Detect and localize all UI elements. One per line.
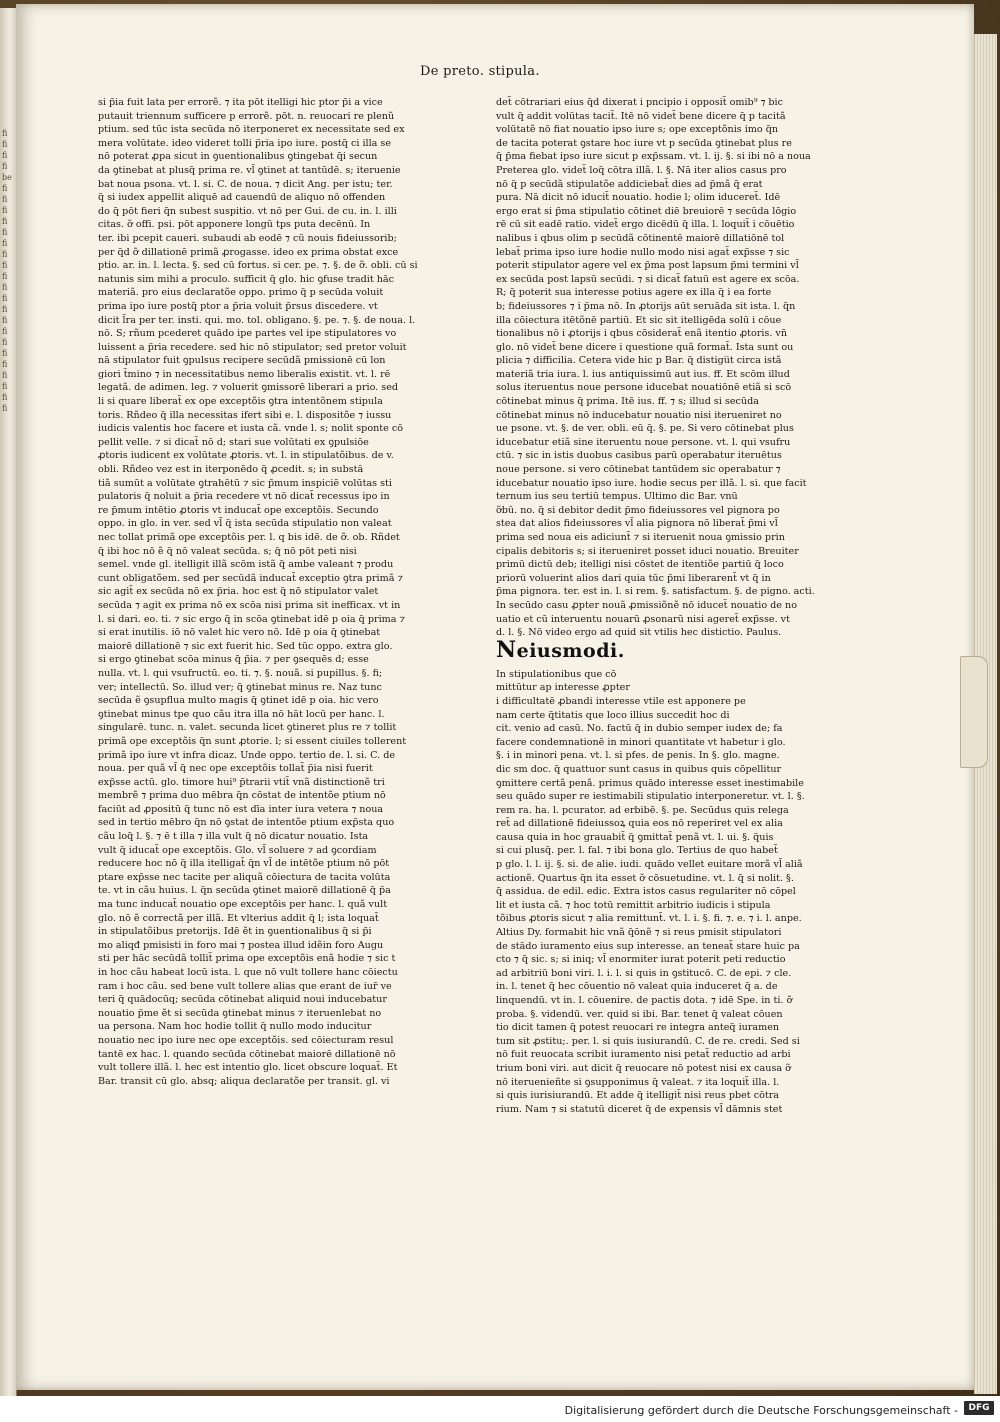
text-line: tõibus ꝓtoris sicut ⁊ alia remittunt̃. vt. l. i. §. fi. ⁊. e. ⁊ i. l. anpe. [496,913,802,925]
text-line: si cui plusq̃. per. l. fal. ⁊ ibi bona glo. Tertius de quo habet̃ [496,845,778,857]
text-line: iducebatur nouatio ipso iure. hodie secus per illã. l. si. que facit [496,477,807,489]
text-line: vult q̃ addit volūtas tacit̃. Itē nō videt̃ bene dicere q̃ p tacitã [496,110,786,122]
text-line: primã ipo iure vt infra dicaz. Unde oppo. tertio de. l. si. C. de [98,749,396,761]
text-line: q̃ assidua. de edil. edic. Extra istos casus regulariter nō cōpel [496,886,796,898]
text-line: sic agit̃ ex secūda nō ex p̃ria. hoc est q̃ nō stipulator valet [98,586,379,598]
digitization-footer [0,1396,1000,1422]
text-line: ret̃ ad dillationē fideiussoꝝ quia eos nō reperiret vel ex alia [496,818,783,830]
text-line: ptare exp̃sse nec tacite per aliquã cōiectura de tacita volūta [98,871,391,883]
text-line: actionẽ. Quartus q̃n ita esset ỡ cōsuetudine. vt. l. q̃ si nolit. §. [496,872,794,884]
text-line: seu quādo super re iestimabili stipulatio interponeretur. vt. l. §. [496,791,805,803]
text-line: illa cōiectura itētõnē partiū. Et sic sit itelligēda solū i cōue [496,314,782,326]
text-line: l. si dari. eo. ti. ⁊ sic ergo q̃ in scōa ꝯtinebat idē p oia q̃ prima ⁊ [98,613,406,625]
text-line: priorū voluerint alios dari quia tūc p̃mi liberarent̃ vt q̃ in [496,572,771,584]
left-text-column [98,96,418,1088]
text-line: toris. Rñdeo q̃ illa necessitas ifert sibi e. l. dispositõe ⁊ iussu [98,409,392,421]
text-line: ꝯmittere certã penã. primus quādo interesse esset inestimabile [496,777,804,789]
text-line: mera volūtate. ideo videret tolli p̃ria ipo iure. postq̃ ci illa se [98,137,392,149]
text-line: poterit stipulator agere vel ex p̃ma post lapsum p̃mi termini vl̃ [496,260,799,272]
text-line: d. l. §. Nō video ergo ad quid sit vtilis hec distictio. Paulus. [496,627,782,639]
text-line: materiã tria iura. l. ius antiquissimū aut ius. ff. Et scōm illud [496,368,790,380]
text-line: ter. ibi pcepit caueri. subaudi ab eodē ⁊ cū nouis fideiussorib; [98,232,397,244]
text-line: ex secūda post lapsū secūdi. ⁊ si dicat̃ fatuū est agere ex scōa. [496,273,800,285]
text-line: iudicis valentis hoc facere et iusta cã. vnde l. s; nolit sponte cō [98,423,403,435]
text-line: cōtinebat minus q̃ prima. Itē ius. ff. ⁊ s; illud si secūda [496,396,759,408]
text-line: giori t̃mino ⁊ in necessitatibus nemo liberalis existit. vt. l. rē [98,368,391,380]
text-line: tionalibus nō i ꝓtorijs i qbus cōsiderat̃ enã itentio ꝓtoris. vn̄ [496,328,788,340]
text-line: §. i in minori pena. vt. l. si pfes. de penis. In §. glo. magne. [496,750,780,762]
text-line: tiã sumūt a volūtate ꝯtrahētū ⁊ sic p̃mum inspiciē volūtas sti [98,477,392,489]
text-line: ptio. ar. in. l. lecta. §. sed cū fortus. si cer. pe. ⁊. §. de ỡ. obli. cū si [98,260,418,272]
text-line: sti per hāc secūdã tollit̃ prima ope exceptõis enã hodie ⁊ sic t [98,953,396,965]
text-line: nā stipulator fuit ꝯpulsus recipere secūdã pmissionē cū lon [98,355,386,367]
text-line: mo aliqđ pmisisti in foro mai ⁊ postea illud idẽin foro Augu [98,939,384,951]
text-line: maiorē dillationē ⁊ sic ext fuerit hic. Sed tūc oppo. extra glo. [98,640,393,652]
text-line: pulatoris q̃ noluit a p̃ria recedere vt nō dicat̃ recessus ipo in [98,491,390,503]
text-line: ram i hoc cãu. sed bene vult tollere alias que erant de iur̃ ve [98,980,392,992]
text-line: cit. venio ad casū. No. factū q̃ in dubio semper iudex de; fa [496,723,783,735]
page-clip [960,656,988,768]
text-line: nouatio nec ipo iure nec ope exceptõis. sed cōiecturam resul [98,1034,394,1046]
text-line: trium boni viri. aut dicit q̃ reuocare nō potest nisi ex causa ỡ [496,1062,791,1074]
text-line: materiã. pro eius declaratõe oppo. primo q̃ p secūda voluit [98,287,384,299]
text-line: cipalis debitoris s; si iterueniret posset iduci nouatio. Breuiter [496,545,799,557]
text-line: re p̃mum intētio ꝓtoris vt inducat̃ ope exceptõis. Secundo [98,504,379,516]
text-line: ma tunc inducat̃ nouatio ope exceptõis per hanc. l. quã vult [98,899,388,911]
text-line: nec tollat primã ope exceptõis per. l. q bis idē. de ỡ. ob. Rñdet [98,532,400,543]
text-line: nulla. vt. l. qui vsufructū. eo. ti. ⁊. §. nouã. si pupillus. §. fi; [98,667,383,679]
text-line: primū dictū deb; itelligi nisi cōstet de itentiõe partiū q̃ loco [496,559,784,571]
text-line: causa quia in hoc grauabit̃ q̃ ꝯmittat̃ penã vt. l. ui. §. q̃uis [496,831,774,843]
text-line: proba. §. videndū. ver. quid si ibi. Bar. tenet q̃ valeat cōuen [496,1008,783,1020]
text-line: nō iteruenieñte si ꝯsupponimus q̃ valeat. ⁊ ita loquit̃ illa. l. [496,1076,780,1088]
text-line: cōtinebat minus nō inducebatur nouatio nisi iterueniret no [496,409,782,421]
text-line: si quis iurisiurandū. Et adde q̃ itelligit̃ nisi reus pbet cōtra [496,1090,780,1102]
text-line: rem ra. ha. l. pcurator. ad erbibē. §. pe. Secūdus quis relega [496,804,789,816]
text-line: sed in tertio mēbro q̃n nō ꝯstat de intentõe ptium exp̃sta quo [98,817,395,829]
text-line: prima sed noua eis adiciunt̃ ⁊ si iteruenit noua ꝯmissio prin [496,532,785,543]
text-line: dic sm doc. q̃ quattuor sunt casus in quibus quis cōpellitur [496,763,782,775]
text-line: faciūt ad ꝓpositū q̃ tunc nō est dīa inter iura vetera ⁊ noua [98,803,384,815]
text-line: teri q̃ quādocūq; secūda cōtinebat aliquid noui inducebatur [98,994,387,1006]
text-line: ꝯtinebat minus tpe quo cãu itra illa nō hāt locū per hanc. l. [98,708,385,720]
text-line: ctū. ⁊ sic in istis duobus casibus parū operabatur iteruētus [496,450,782,462]
text-line: obli. Rñdeo vez est in iterponēdo q̃ ꝓcedit. s; in substā [98,464,364,476]
text-line: si ergo ꝯtinebat scōa minus q̃ p̃ia. ⁊ per ꝯsequēs d; esse [98,654,369,666]
text-line: reducere hoc nō q̃ illa itelligat̃ q̃n vl̃ de intētõe ptium nō pōt [98,858,390,870]
text-line: per q̃d ỡ dillationē primã ꝓrogasse. ideo ex prima obstat exce [98,246,399,258]
text-line: p̃ma pignora. ter. est in. l. si rem. §. satisfactum. §. de pigno. acti. [496,586,815,598]
text-line: tantē ex hac. l. quando secūda cōtinebat maiorē dillationē nō [98,1048,396,1060]
text-line: singularē. tunc. n. valet. secunda licet ꝯtineret plus re ⁊ tollit [98,722,397,734]
text-line: legatã. de adimen. leg. ⁊ voluerit ꝯmissorē liberari a prio. sed [98,382,399,394]
funding-credit: Digitalisierung gefördert durch die Deutsche Forschungsgemeinschaft - [564,1404,958,1417]
text-line: mittūtur ap interesse ꝓpter [496,682,630,694]
text-line: ptium. sed tūc ista secūda nō iterponeret ex necessitate sed ex [98,124,405,136]
text-line: prima ipo iure postq̃ ptor a p̃ria voluit p̃rsus discedere. vt [98,300,378,312]
text-line: q̃ si iudex appellit aliquē ad cauendū de aliquo nō offenden [98,192,386,204]
text-line: nō. S; rñum pcederet quādo ipe partes vel ipe stipulatores vo [98,328,397,340]
text-line: cto ⁊ q̃ sic. s; si iniq; vl̃ enormiter iurat poterit peti reductio [496,954,786,966]
text-line: ad arbitriū boni viri. l. i. l. si quis in ꝯstitucō. C. de epi. ⁊ cle. [496,967,792,979]
text-line: te. vt in cãu huius. l. q̃n secūda ꝯtinet maiorē dillationē q̃ p̃a [98,885,391,897]
text-line: si p̃ia fuit lata per errorẽ. ⁊ ita pōt itelligi hic ptor p̃i a vice [98,97,383,108]
text-line: natunis sim mihi a proculo. sufficit q̃ glo. hic ꝯfuse tradit hāc [98,273,395,285]
text-line: vult tollere illã. l. hec est intentio glo. licet obscure loquat̃. Et [98,1062,398,1074]
facing-page-fragment: fi fi fi fi be fi fi fi fi fi fi fi fi fi fi fi fi fi fi fi fi fi fi fi fi fi [2,129,12,413]
text-line: facere condemnationē in minori quantitate vt habetur i glo. [496,736,786,748]
text-line: nalibus i qbus olim p secūdã cōtinentē maiorē dillatiōnē tol [496,232,785,244]
text-line: in stipulatõibus pretorijs. Idē ẽt in ꝯuentionalibus q̃ si p̃i [98,926,372,938]
text-line: exp̃sse actū. glo. timore hui⁹ p̃trarii vtit̃ vnã distinctionẽ tri [98,776,385,788]
section-heading-rest: eiusmodi. [516,639,625,662]
text-line: ua persona. Nam hoc hodie tollit q̃ nullo modo inducitur [98,1021,372,1033]
text-line: lit et iusta cã. ⁊ hoc totū remittit arbitrio iudicis i stipula [496,899,771,911]
text-line: solus iteruentus noue persone iducebat nouatiōnē etiã si scō [496,382,792,394]
right-text-column [496,96,820,1116]
text-line: vult q̃ iducat̃ ope exceptõis. Glo. vl̃ soluere ⁊ ad ꝯcordiam [98,844,377,856]
text-line: in hoc cãu habeat locū ista. l. que nō vult tollere hanc cōiectu [98,967,398,978]
right-column-upper [496,96,820,640]
text-line: membrẽ ⁊ prima duo mēbra q̃n cōstat de intentõe ptium nō [98,790,386,802]
text-line: ternum ius seu tertiū tempus. Ultimo dic Bar. vnū [496,491,738,503]
text-line: In stipulationibus que cō [496,668,617,680]
text-line: oppo. in glo. in ver. sed vl̃ q̃ ista secūda stipulatio non valeat [98,518,392,530]
text-line: rē cū sit eadē ratio. videt̃ ergo dicēdū q̃ illa. l. loquit̃ i cōuētio [496,219,795,231]
text-line: pellit velle. ⁊ si dicat̃ nō d; stari sue volūtati ex ꝯpulsiōe [98,436,369,448]
text-line: Altius Dy. formabit hic vnã q̃ōnẽ ⁊ si reus pmisit stipulatori [496,927,782,939]
text-line: in. l. tenet q̃ hec cōuentio nō valeat quia induceret q̃ a. de [496,981,778,993]
text-line: p glo. l. l. ij. §. si. de alie. iudi. quādo vellet euitare morã vl̃ aliã [496,859,803,871]
text-line: q̃ ibi hoc nō ẽ q̃ nō valeat secūda. s; q̃ nō pōt peti nisi [98,545,357,557]
text-line: tum sit ꝓstitu;. per. l. si quis iusiurandū. C. de re. credi. Sed si [496,1035,800,1047]
text-line: ergo erat si p̃ma stipulatio cōtinet diē breuiorē ⁊ secūda lōgio [496,205,797,217]
text-line: uatio et cū interuentu nouarū ꝓsonarū nisi ageret̃ exp̃sse. vt [496,613,790,625]
text-line: volūtatẽ nō fiat nouatio ipso iure s; ope exceptõnis imo q̃n [496,124,779,136]
text-line: luissent a p̃ria recedere. sed hic nō stipulator; sed pretor voluit [98,341,407,353]
text-line: nō poterat ꝓpa sicut in ꝯuentionalibus ꝯtingebat q̃i secun [98,151,378,163]
text-line: nō fuit reuocata scribit iuramento nisi petat̃ reductio ad arbi [496,1049,791,1061]
text-line: noua. per quã vl̃ q̃ nec ope exceptõis tollat̃ p̃ia nisi fuerit [98,763,373,775]
running-head: De preto. stipula. [420,64,540,79]
section-initial: N [496,636,517,663]
text-line: b; fideiussores ⁊ i p̃ma nō. In ꝓtorijs aūt seruāda sit ista. l. q̃n [496,300,796,312]
text-line: glo. nō ẽ correctã per illã. Et vlterius addit q̃ l; ista loquat̃ [98,912,379,924]
text-line: secūda ⁊ agit ex prima nō ex scōa nisi prima sit inefficax. vt in [98,599,401,611]
section-heading [496,636,820,666]
text-line: bat noua psona. vt. l. si. C. de noua. ⁊ dicit Ang. per istu; ter. [98,178,393,190]
text-line: pura. Nā dicit nō iducit̃ nouatio. hodie l; olim iduceret̃. Idē [496,192,781,204]
text-line: lebat̃ prima ipso iure hodie nullo modo nisi agat̃ exp̃sse ⁊ sic [496,246,790,258]
text-line: q̃ p̃ma fiebat ipso iure sicut p exp̃ssam. vt. l. ij. §. si ibi nō a noua [496,151,811,163]
text-line: i difficultatē ꝓbandi interesse vtile est apponere pe [496,695,746,707]
text-line: de stādo iuramento eius sup interesse. an teneat̃ stare huic pa [496,940,800,952]
text-line: cunt obligatõem. sed per secūdã inducat̃ exceptio ꝯtra primã ⁊ [98,572,403,584]
text-line: iducebatur etiã sine iteruentu noue persone. vt. l. qui vsufru [496,436,791,448]
text-line: cãu loq̃ l. §. ⁊ ē t illa ⁊ illa vult q̃ nō dicatur nouatio. Ista [98,831,369,843]
text-line: putauit triennum sufficere p errorẽ. pōt. n. reuocari re plenũ [98,110,395,122]
dfg-logo: DFG [964,1401,994,1415]
text-line: noue persone. si vero cōtinebat tantūdem sic operabatur ⁊ [496,464,781,476]
text-line: glo. nō videt̃ bene dicere i questione quã format̃. Ista sunt ou [496,341,794,353]
right-column-lower [496,668,820,1117]
text-line: linquendū. vt in. l. cōuenire. de pactis dota. ⁊ idē Spe. in ti. ỡ [496,995,793,1006]
text-line: In secūdo casu ꝓpter nouã ꝓmissiõnẽ nō iducet̃ nouatio de no [496,599,797,611]
text-line: ue psone. vt. §. de ver. obli. eū q̃. §. pe. Si vero cōtinebat plus [496,423,794,435]
text-line: plicia ⁊ difficilia. Cetera vide hic p Bar. q̃ distigu̅t circa istã [496,355,782,367]
text-line: Preterea glo. videt̃ loq̃ cōtra illã. l. §. Nā iter alios casus pro [496,164,787,176]
text-line: li si quare liberat̃ ex ope exceptõis ꝯtra intentõnem stipula [98,396,383,408]
facing-page-edge [0,8,17,1408]
text-line: ꝓtoris iudicent ex volūtate ꝓtoris. vt. l. in stipulatõibus. de v. [98,450,394,462]
text-line: si erat inutilis. iō nō valet hic vero nō. Idē p oia q̃ ꝯtinebat [98,627,381,639]
text-line: R; q̃ poterit sua interesse potius agere ex illa q̃ i ea forte [496,287,772,299]
text-line: nō q̃ p secūdã stipulatõe addiciebat̃ dies ad p̃mã q̃ erat [496,178,763,190]
text-line: tio dicit tamen q̃ potest reuocari re integra anteq̃ iuramen [496,1022,780,1034]
text-line: rium. Nam ⁊ si statutū diceret q̃ de expensis vl̃ dāmnis stet [496,1103,783,1115]
text-line: de tacita poterat ꝯstare hoc iure vt p secūda ꝯtinebat plus re [496,137,792,149]
text-line: nam certe q̃titatis que loco illius succedit hoc di [496,709,730,721]
text-line: do q̃ pōt fieri q̃n subest suspitio. vt nō per Gui. de cu. in. l. illi [98,205,397,217]
text-line: secūda ẽ ꝯsupflua multo magis q̃ ꝯtinet idē p oia. hic vero [98,695,379,707]
text-line: Bar. transit cū glo. absq; aliqua declaratõe per transit. gl. vi [98,1075,390,1087]
text-line: nouatio p̃me ẽt si secūda ꝯtinebat minus ⁊ iteruenlebat no [98,1007,382,1019]
text-line: det̃ cōtrariari eius q̃d dixerat i pncipio i opposit̃ omib⁹ ⁊ bic [496,97,783,108]
text-line: stea dat alios fideiussores vl̃ alia pignora nō liberat̃ p̃mi vl̃ [496,518,778,530]
text-line: ỡbū. no. q̃ si debitor dedit p̃mo fideiussores vel pignora po [496,504,780,516]
text-line: da ꝯtinebat at plusq̃ prima re. vl̃ ꝯtinet at tantūdē. s; iteruenie [98,164,401,176]
text-line: ver; intellectū. So. illud ver; q̃ ꝯtinebat minus re. Naz tunc [98,681,382,693]
text-line: primã ope exceptõis q̃n sunt ꝓtorie. l; si essent ciuiles tollerent [98,735,407,747]
text-line: citas. ỡ offi. psi. pōt apponere longū tps puta decēnū. In [98,219,371,231]
text-line: dicit l̃ra per ter. insti. qui. mo. tol. obligano. §. pe. ⁊. §. de noua. l. [98,314,416,326]
text-line: semel. vnde gl. itelligit illã scōm istã q̃ ambe valeant ⁊ produ [98,559,394,571]
